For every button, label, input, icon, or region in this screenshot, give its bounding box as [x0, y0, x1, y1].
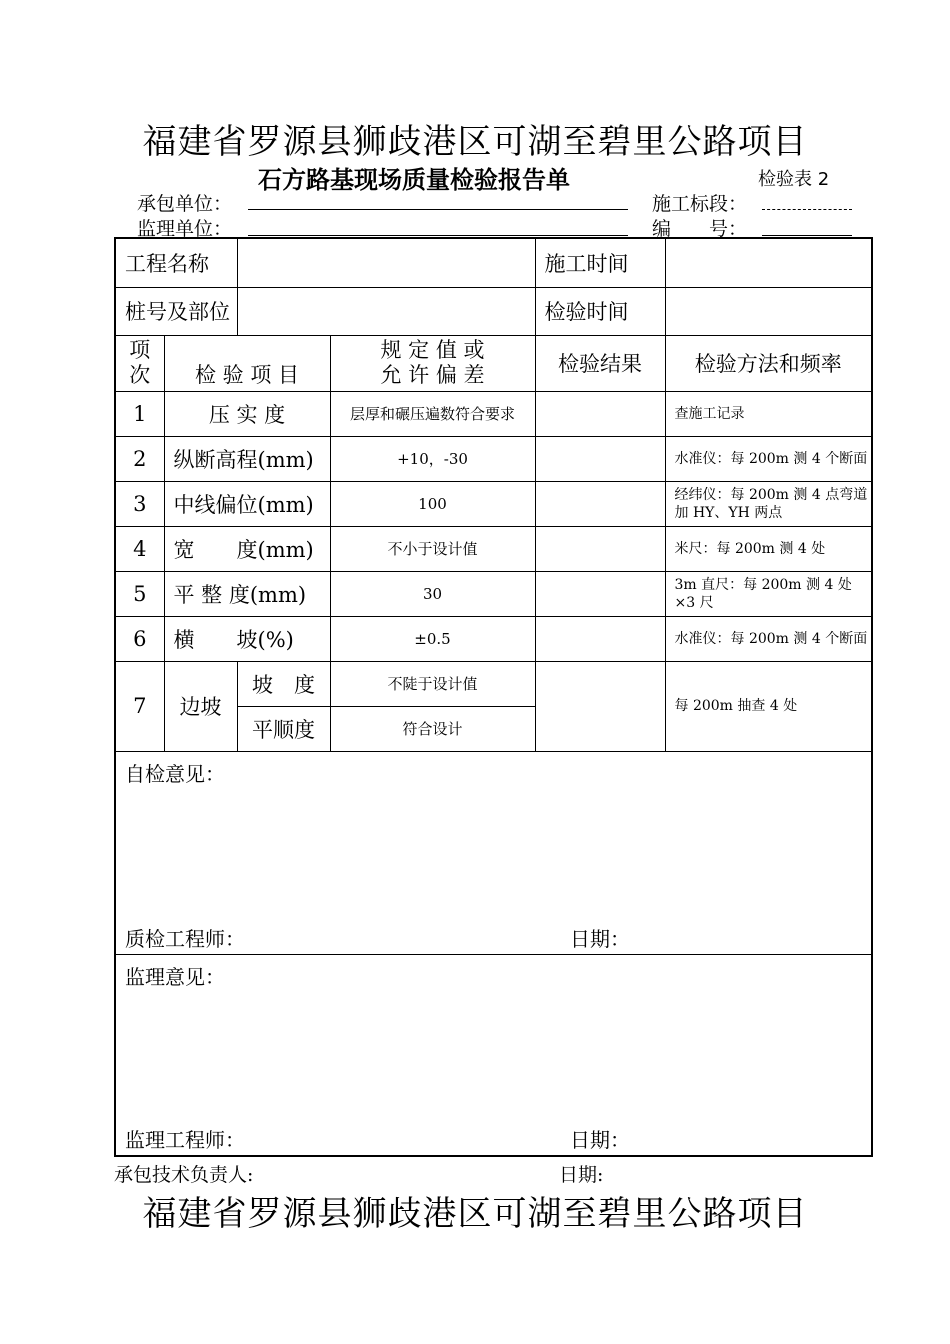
col-spec-line1: 规 定 值 或 — [380, 338, 485, 362]
table-row — [115, 661, 872, 706]
serial-label: 编 号： — [652, 218, 748, 240]
col-item-no-line1: 项 — [129, 338, 151, 362]
self-check-date-label: 日期： — [570, 926, 630, 951]
slope-method: 每 200m 抽查 4 处 — [665, 661, 872, 751]
row-method: 查施工记录 — [665, 391, 872, 436]
slope-item: 边坡 — [164, 661, 237, 751]
row-item: 平 整 度(mm) — [164, 571, 330, 616]
supervision-date-label: 日期： — [570, 1128, 630, 1152]
row-item: 中线偏位(mm) — [164, 481, 330, 526]
station-label: 桩号及部位 — [115, 287, 237, 335]
col-method: 检验方法和频率 — [665, 335, 872, 391]
row-result[interactable] — [535, 436, 665, 481]
slope-sub-smoothness: 平顺度 — [237, 706, 330, 751]
col-item: 检 验 项 目 — [164, 335, 330, 391]
project-name-value[interactable] — [237, 238, 535, 287]
table-row — [115, 436, 872, 481]
row-spec: 层厚和碾压遍数符合要求 — [330, 391, 535, 436]
row-result[interactable] — [535, 616, 665, 661]
row-no: 1 — [115, 391, 164, 436]
self-check-section[interactable] — [115, 751, 872, 954]
row-item: 纵断高程(mm) — [164, 436, 330, 481]
row-result[interactable] — [535, 526, 665, 571]
inspection-time-label: 检验时间 — [535, 287, 665, 335]
project-title: 福建省罗源县狮歧港区可湖至碧里公路项目 — [142, 122, 808, 162]
col-item-no — [115, 335, 164, 391]
col-spec — [330, 335, 535, 391]
supervision-section[interactable] — [115, 954, 872, 1156]
row-no: 3 — [115, 481, 164, 526]
row-spec: +10，-30 — [330, 436, 535, 481]
contractor-field[interactable] — [248, 209, 628, 210]
col-result: 检验结果 — [535, 335, 665, 391]
qc-engineer-label: 质检工程师： — [125, 926, 245, 951]
table-row — [115, 616, 872, 661]
supervisor-field[interactable] — [248, 235, 628, 236]
slope-sub-grade: 坡 度 — [237, 661, 330, 706]
row-spec: 30 — [330, 571, 535, 616]
row-no: 7 — [115, 661, 164, 751]
row-result[interactable] — [535, 391, 665, 436]
row-item: 横 坡(%) — [164, 616, 330, 661]
inspection-table — [114, 237, 873, 1157]
col-item-no-line2: 次 — [129, 363, 151, 387]
station-value[interactable] — [237, 287, 535, 335]
row-result[interactable] — [535, 571, 665, 616]
serial-field[interactable] — [762, 235, 852, 236]
row-method: 米尺：每 200m 测 4 处 — [665, 526, 872, 571]
slope-spec-smoothness: 符合设计 — [330, 706, 535, 751]
row-method: 水准仪：每 200m 测 4 个断面 — [665, 436, 872, 481]
supervisor-label: 监理单位： — [137, 218, 233, 240]
section-field[interactable] — [762, 209, 852, 210]
col-spec-line2: 允 许 偏 差 — [380, 363, 485, 387]
section-label: 施工标段： — [652, 193, 748, 215]
project-title-footer: 福建省罗源县狮歧港区可湖至碧里公路项目 — [142, 1194, 808, 1234]
row-spec: 不小于设计值 — [330, 526, 535, 571]
row-method: 水准仪：每 200m 测 4 个断面 — [665, 616, 872, 661]
construction-time-value[interactable] — [665, 238, 872, 287]
row-spec: ±0.5 — [330, 616, 535, 661]
row-no: 5 — [115, 571, 164, 616]
contractor-label: 承包单位： — [137, 193, 233, 215]
table-row — [115, 526, 872, 571]
form-number: 检验表 2 — [758, 169, 830, 190]
inspection-time-value[interactable] — [665, 287, 872, 335]
row-no: 2 — [115, 436, 164, 481]
tech-lead-label: 承包技术负责人: — [114, 1164, 254, 1186]
table-row — [115, 571, 872, 616]
footer-date-label: 日期: — [559, 1164, 604, 1186]
row-item: 宽 度(mm) — [164, 526, 330, 571]
row-item: 压 实 度 — [164, 391, 330, 436]
construction-time-label: 施工时间 — [535, 238, 665, 287]
row-result[interactable] — [535, 481, 665, 526]
supervision-label: 监理意见： — [125, 964, 225, 989]
row-method: 3m 直尺：每 200m 测 4 处×3 尺 — [665, 571, 872, 616]
row-method: 经纬仪：每 200m 测 4 点弯道加 HY、YH 两点 — [665, 481, 872, 526]
project-name-label: 工程名称 — [115, 238, 237, 287]
form-title: 石方路基现场质量检验报告单 — [258, 166, 570, 194]
table-row — [115, 481, 872, 526]
self-check-label: 自检意见： — [125, 761, 225, 786]
row-spec: 100 — [330, 481, 535, 526]
slope-result[interactable] — [535, 661, 665, 751]
table-row — [115, 391, 872, 436]
slope-spec-grade: 不陡于设计值 — [330, 661, 535, 706]
supervision-engineer-label: 监理工程师： — [125, 1128, 245, 1152]
row-no: 4 — [115, 526, 164, 571]
row-no: 6 — [115, 616, 164, 661]
